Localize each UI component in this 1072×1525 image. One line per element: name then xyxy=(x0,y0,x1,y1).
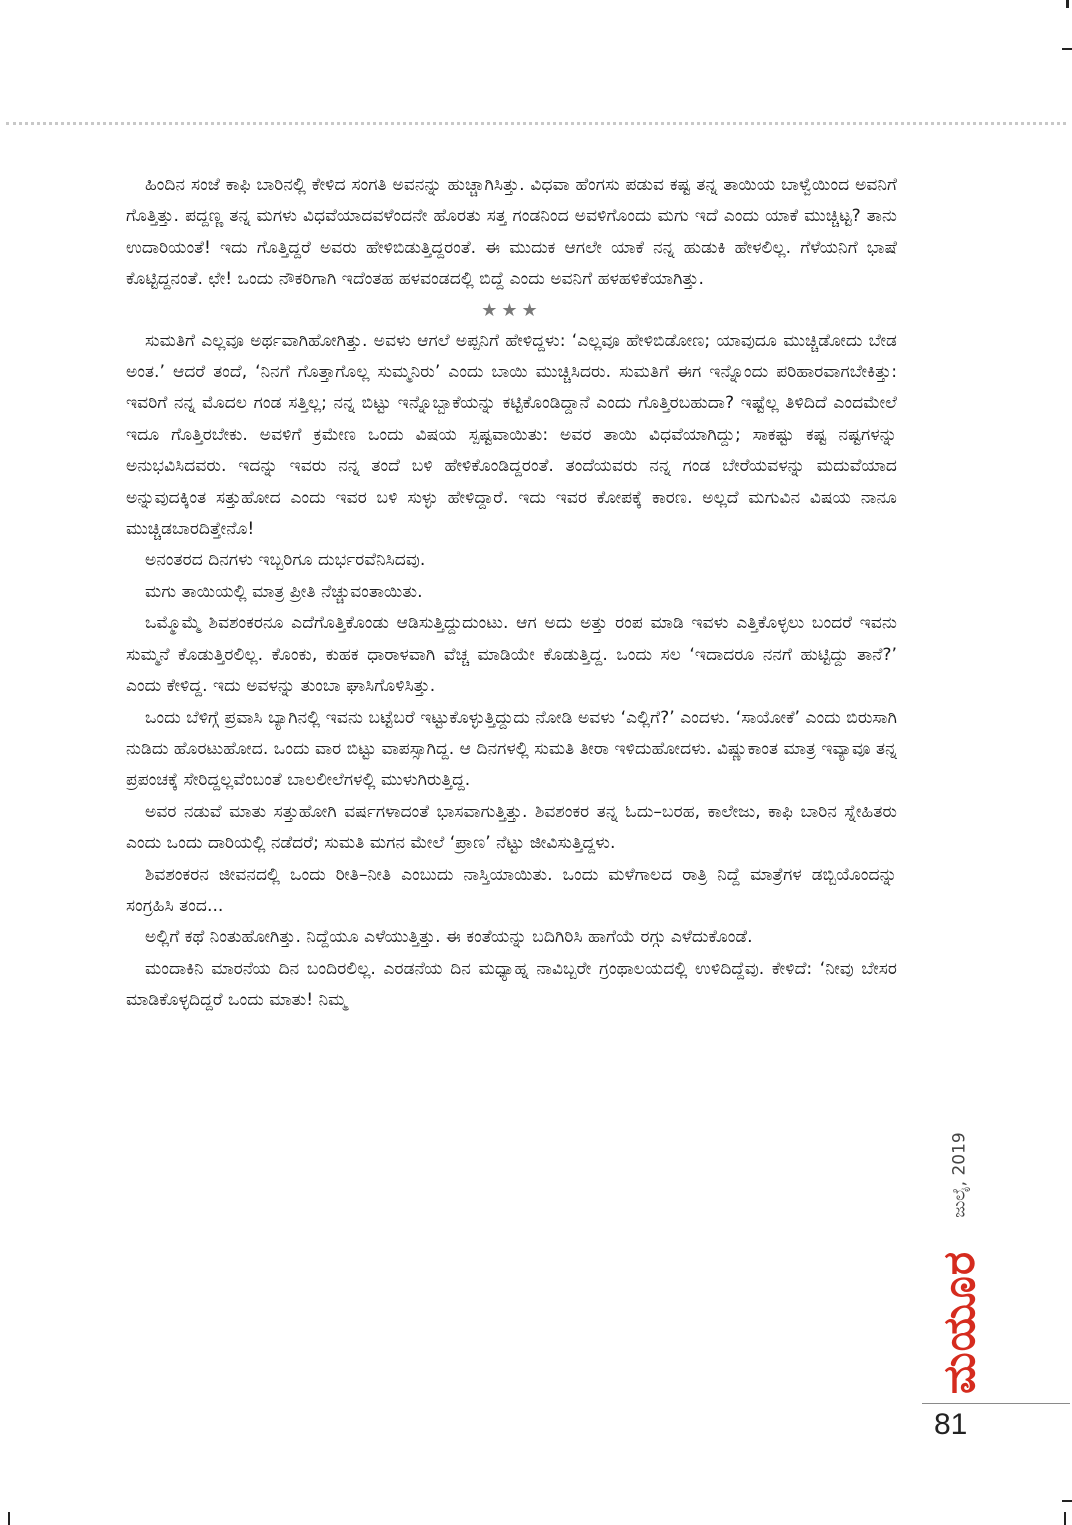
section-separator: ★★★ xyxy=(481,299,542,321)
paragraph: ಅನಂತರದ ದಿನಗಳು ಇಬ್ಬರಿಗೂ ದುರ್ಭರವೆನಿಸಿದವು. xyxy=(145,550,426,571)
crop-mark-bottom xyxy=(1064,1512,1066,1525)
paragraph: ಸುಮತಿಗೆ ಎಲ್ಲವೂ ಅರ್ಥವಾಗಿಹೋಗಿತ್ತು. ಅವಳು ಆಗಲೆ ಅಪ್ಪನಿಗೆ ಹೇಳಿದ್ದಳು: ‘ಎಲ್ಲವೂ ಹೇಳಿಬಿಡೋಣ; ಯಾವುದೂ ಮುಚ್ಚಿಡೋದು ಬೇಡ ಅಂತ.’ ಆದರೆ ತಂದೆ, ‘ನಿನಗೆ ಗೊತ್ತಾಗೊಲ್ಲ ಸುಮ್ಮನಿರು’ ಎಂದು ಬಾಯಿ ಮುಚ್ಚಿಸಿದರು. ಸುಮತಿಗೆ ಈಗ ಇನ್ನೊಂದು ಪರಿಹಾರವಾಗಬೇಕಿತ್ತು: ಇವರಿಗೆ ನನ್ನ ಮೊದಲ ಗಂಡ ಸತ್ತಿಲ್ಲ; ನನ್ನ ಬಿಟ್ಟು ಇನ್ನೊಬ್ಬಾಕೆಯನ್ನು ಕಟ್ಟಿಕೊಂಡಿದ್ದಾನೆ ಎಂದು ಗೊತ್ತಿರಬಹುದಾ? ಇಷ್ಟೆಲ್ಲ ತಿಳಿದಿದೆ ಎಂದಮೇಲೆ ಇದೂ ಗೊತ್ತಿರಬೇಕು. ಅವಳಿಗೆ ಕ್ರಮೇಣ ಒಂದು ವಿಷಯ ಸ್ಪಷ್ಟವಾಯಿತು: ಅವರ ತಾಯಿ ವಿಧವೆಯಾಗಿದ್ದು; ಸಾಕಷ್ಟು ಕಷ್ಟ ನಷ್ಟಗಳನ್ನು ಅನುಭವಿಸಿದವರು. ಇದನ್ನು ಇವರು ನನ್ನ ತಂದೆ ಬಳಿ ಹೇಳಿಕೊಂಡಿದ್ದರಂತೆ. ತಂದೆಯವರು ನನ್ನ ಗಂಡ ಬೇರೆಯವಳನ್ನು ಮದುವೆಯಾದ ಅನ್ನುವುದಕ್ಕಿಂತ ಸತ್ತುಹೋದ ಎಂದು ಇವರ ಬಳಿ ಸುಳ್ಳು ಹೇಳಿದ್ದಾರೆ. ಇದು ಇವರ ಕೋಪಕ್ಕೆ ಕಾರಣ. ಅಲ್ಲದೆ ಮಗುವಿನ ವಿಷಯ ನಾನೂ ಮುಚ್ಚಿಡಬಾರದಿತ್ತೇನೊ! xyxy=(126,330,897,540)
crop-mark-top-right xyxy=(1062,48,1072,50)
magazine-logo xyxy=(925,1240,995,1405)
paragraph: ಒಮ್ಮೊಮ್ಮೆ ಶಿವಶಂಕರನೂ ಎದೆಗೊತ್ತಿಕೊಂಡು ಆಡಿಸುತ್ತಿದ್ದುದುಂಟು. ಆಗ ಅದು ಅತ್ತು ರಂಪ ಮಾಡಿ ಇವಳು ಎತ್ತಿಕೊಳ್ಳಲು ಬಂದರೆ ಇವನು ಸುಮ್ಮನೆ ಕೊಡುತ್ತಿರಲಿಲ್ಲ. ಕೊಂಕು, ಕುಹಕ ಧಾರಾಳವಾಗಿ ವೆಚ್ಚ ಮಾಡಿಯೇ ಕೊಡುತ್ತಿದ್ದ. ಒಂದು ಸಲ ‘ಇದಾದರೂ ನನಗೆ ಹುಟ್ಟಿದ್ದು ತಾನೆ?’ ಎಂದು ಕೇಳಿದ್ದ. ಇದು ಅವಳನ್ನು ತುಂಬಾ ಘಾಸಿಗೊಳಿಸಿತ್ತು. xyxy=(126,613,897,697)
page-number: 81 xyxy=(934,1408,968,1441)
crop-mark-bottom-left xyxy=(8,1512,10,1525)
issue-date xyxy=(925,1120,995,1230)
paragraph: ಶಿವಶಂಕರನ ಜೀವನದಲ್ಲಿ ಒಂದು ರೀತಿ–ನೀತಿ ಎಂಬುದು ನಾಸ್ತಿಯಾಯಿತು. ಒಂದು ಮಳೆಗಾಲದ ರಾತ್ರಿ ನಿದ್ದೆ ಮಾತ್ರೆಗಳ ಡಬ್ಬಿಯೊಂದನ್ನು ಸಂಗ್ರಹಿಸಿ ತಂದ... xyxy=(126,864,897,916)
crop-mark-top xyxy=(1066,0,1069,8)
paragraph: ಅವರ ನಡುವೆ ಮಾತು ಸತ್ತುಹೋಗಿ ವರ್ಷಗಳಾದಂತೆ ಭಾಸವಾಗುತ್ತಿತ್ತು. ಶಿವಶಂಕರ ತನ್ನ ಓದು–ಬರಹ, ಕಾಲೇಜು, ಕಾಫಿ ಬಾರಿನ ಸ್ನೇಹಿತರು ಎಂದು ಒಂದು ದಾರಿಯಲ್ಲಿ ನಡೆದರೆ; ಸುಮತಿ ಮಗನ ಮೇಲೆ ‘ಪ್ರಾಣ’ ನೆಟ್ಟು ಜೀವಿಸುತ್ತಿದ್ದಳು. xyxy=(126,801,897,854)
paragraph: ಮಂದಾಕಿನಿ ಮಾರನೆಯ ದಿನ ಬಂದಿರಲಿಲ್ಲ. ಎರಡನೆಯ ದಿನ ಮಧ್ಯಾಹ್ನ ನಾವಿಬ್ಬರೇ ಗ್ರಂಥಾಲಯದಲ್ಲಿ ಉಳಿದಿದ್ದೆವು. ಕೇಳಿದೆ: ‘ನೀವು ಬೇಸರ ಮಾಡಿಕೊಳ್ಳದಿದ್ದರೆ ಒಂದು ಮಾತು! ನಿಮ್ಮ xyxy=(126,958,897,1011)
story-text-column xyxy=(126,170,897,1017)
header-dotted-rule xyxy=(6,122,1066,125)
paragraph: ಮಗು ತಾಯಿಯಲ್ಲಿ ಮಾತ್ರ ಪ್ರೀತಿ ನೆಚ್ಚುವಂತಾಯಿತು. xyxy=(145,581,423,602)
crop-mark-bottom-right xyxy=(1062,1500,1072,1502)
paragraph: ಒಂದು ಬೆಳಿಗ್ಗೆ ಪ್ರವಾಸಿ ಬ್ಯಾಗಿನಲ್ಲಿ ಇವನು ಬಟ್ಟೆಬರೆ ಇಟ್ಟುಕೊಳ್ಳುತ್ತಿದ್ದುದು ನೋಡಿ ಅವಳು ‘ಎಲ್ಲಿಗೆ?’ ಎಂದಳು. ‘ಸಾಯೋಕೆ’ ಎಂದು ಬಿರುಸಾಗಿ ನುಡಿದು ಹೊರಟುಹೋದ. ಒಂದು ವಾರ ಬಿಟ್ಟು ವಾಪಸ್ಸಾಗಿದ್ದ. ಆ ದಿನಗಳಲ್ಲಿ ಸುಮತಿ ತೀರಾ ಇಳಿದುಹೋದಳು. ವಿಷ್ಣುಕಾಂತ ಮಾತ್ರ ಇವ್ಯಾವೂ ತನ್ನ ಪ್ರಪಂಚಕ್ಕೆ ಸೇರಿದ್ದಲ್ಲವೆಂಬಂತೆ ಬಾಲಲೀಲೆಗಳಲ್ಲಿ ಮುಳುಗಿರುತ್ತಿದ್ದ. xyxy=(126,707,898,791)
issue-date-text: ಜುಲೈ, 2019 xyxy=(950,1132,970,1218)
paragraph: ಹಿಂದಿನ ಸಂಜೆ ಕಾಫಿ ಬಾರಿನಲ್ಲಿ ಕೇಳಿದ ಸಂಗತಿ ಅವನನ್ನು ಹುಚ್ಚಾಗಿಸಿತ್ತು. ವಿಧವಾ ಹೆಂಗಸು ಪಡುವ ಕಷ್ಟ ತನ್ನ ತಾಯಿಯ ಬಾಳ್ವೆಯಿಂದ ಅವನಿಗೆ ಗೊತ್ತಿತ್ತು. ಪದ್ದಣ್ಣ ತನ್ನ ಮಗಳು ವಿಧವೆಯಾದವಳೆಂದನೇ ಹೊರತು ಸತ್ತ ಗಂಡನಿಂದ ಅವಳಿಗೊಂದು ಮಗು ಇದೆ ಎಂದು ಯಾಕೆ ಮುಚ್ಚಿಟ್ಟ? ತಾನು ಉದಾರಿಯಂತೆ! ಇದು ಗೊತ್ತಿದ್ದರೆ ಅವರು ಹೇಳಿಬಿಡುತ್ತಿದ್ದರಂತೆ. ಈ ಮುದುಕ ಆಗಲೇ ಯಾಕೆ ನನ್ನ ಹುಡುಕಿ ಹೇಳಲಿಲ್ಲ. ಗೆಳೆಯನಿಗೆ ಭಾಷೆ ಕೊಟ್ಟಿದ್ದನಂತೆ. ಛೇ! ಒಂದು ನೌಕರಿಗಾಗಿ ಇದೆಂತಹ ಹಳವಂಡದಲ್ಲಿ ಬಿದ್ದೆ ಎಂದು ಅವನಿಗೆ ಹಳಹಳಿಕೆಯಾಗಿತ್ತು. xyxy=(126,175,897,290)
footer-rule xyxy=(922,1403,1070,1404)
paragraph: ಅಲ್ಲಿಗೆ ಕಥೆ ನಿಂತುಹೋಗಿತ್ತು. ನಿದ್ದೆಯೂ ಎಳೆಯುತ್ತಿತ್ತು. ಈ ಕಂತೆಯನ್ನು ಬದಿಗಿರಿಸಿ ಹಾಗೆಯೆ ರಗ್ಗು ಎಳೆದುಕೊಂಡೆ. xyxy=(145,927,753,948)
magazine-logo-text: ಮಯೂರ xyxy=(934,1250,986,1395)
